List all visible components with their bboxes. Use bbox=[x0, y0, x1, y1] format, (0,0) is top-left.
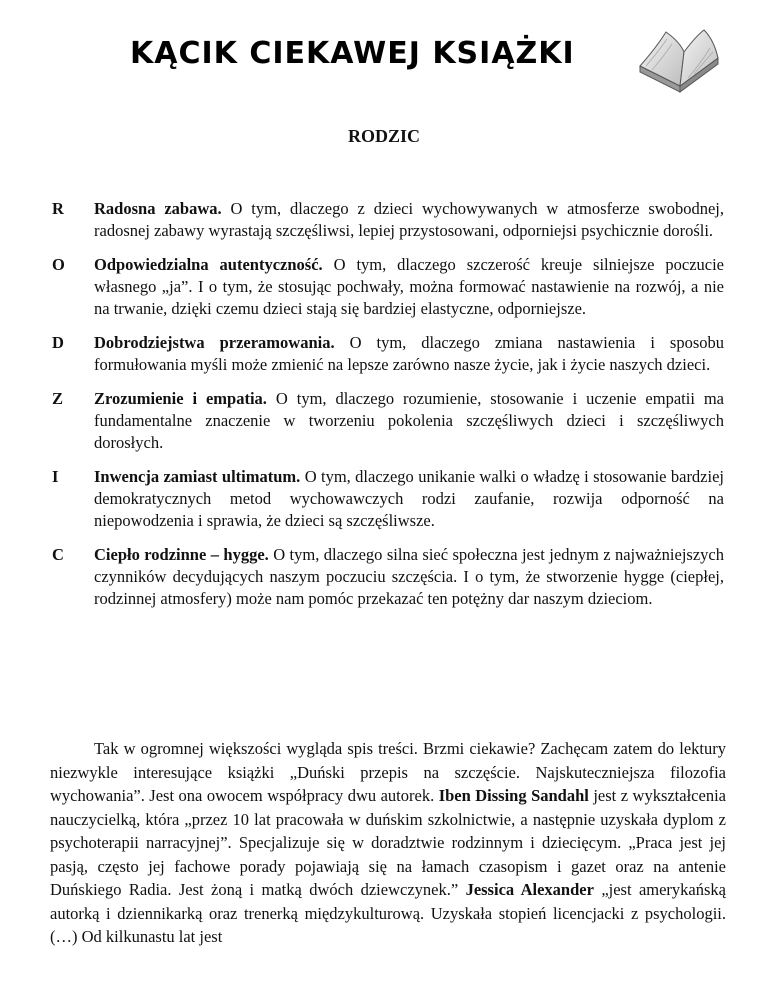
entry-letter: R bbox=[52, 199, 64, 218]
header bbox=[0, 26, 768, 96]
paragraph-text: „jest amerykańską autorką i dziennikarką oraz trenerką międzykulturową. Uzyskała stopień licencjacki z psychologii.(…) Od kilkunastu lat jest bbox=[50, 880, 726, 946]
acrostic-entry-i bbox=[52, 466, 724, 532]
entry-text bbox=[94, 332, 724, 376]
acrostic-entry-c bbox=[52, 544, 724, 610]
entry-text bbox=[94, 544, 724, 610]
acrostic-entry-o bbox=[52, 254, 724, 320]
entry-text bbox=[94, 388, 724, 454]
entry-description: O tym, dlaczego z dzieci wychowywanych w atmosferze swobodnej, radosnej zabawy wyrastają szczęśliwsi, lepiej przystosowani, odporniejsi psychicznie dorośli. bbox=[94, 199, 724, 240]
entry-letter: O bbox=[52, 255, 65, 274]
entry-letter: C bbox=[52, 545, 64, 564]
entry-title: Zrozumienie i empatia. bbox=[94, 389, 267, 408]
entry-text bbox=[94, 466, 724, 532]
acrostic-list bbox=[52, 198, 724, 622]
entry-description: O tym, dlaczego silna sieć społeczna jest jednym z najważniejszych czynników decydujących naszym poczuciu szczęścia. I o tym, że stworzenie hygge (ciepłej, rodzinnej atmosfery) może nam pomóc przekazać ten potężny dar naszym dzieciom. bbox=[94, 545, 724, 608]
author-name: Iben Dissing Sandahl bbox=[438, 786, 589, 805]
entry-title: Ciepło rodzinne – hygge. bbox=[94, 545, 269, 564]
paragraph-text: jest z wykształcenia nauczycielką, która „przez 10 lat pracowała w duńskim szkolnictwie, a następnie uzyskała dyplom z psychoterapii narracyjnej”. Specjalizuje się w doradztwie rodzinnym i dziecięcym. „Praca jest jej pasją, często jej fachowe porady pojawiają się na łamach czasopism i gazet oraz na antenie Duńskiego Radia. Jest żoną i matką dwóch dziewczynek.” bbox=[50, 786, 726, 899]
entry-title: Radosna zabawa. bbox=[94, 199, 222, 218]
entry-letter: D bbox=[52, 333, 64, 352]
entry-description: O tym, dlaczego szczerość kreuje silniejsze poczucie własnego „ja”. I o tym, że stosując pochwały, można formować nastawienie na rozwój, a nie na trwanie, dzięki czemu dzieci stają się bardziej elastyczne, odporniejsze. bbox=[94, 255, 725, 318]
page-title: KĄCIK CIEKAWEJ KSIĄŻKI bbox=[130, 36, 575, 71]
acrostic-entry-d bbox=[52, 332, 724, 376]
open-book-icon bbox=[636, 26, 722, 94]
section-title: RODZIC bbox=[347, 126, 420, 146]
entry-description: O tym, dlaczego zmiana nastawienia i sposobu formułowania myśli może zmienić na lepsze zarówno nasze życie, jak i życie naszych dzieci. bbox=[94, 333, 724, 374]
paragraph-text: Tak w ogromnej większości wygląda spis treści. Brzmi ciekawie? Zachęcam zatem do lektury niezwykle interesujące książki „Duński przepis na szczęście. Najskuteczniejsza filozofia wychowania”. Jest ona owocem współpracy dwu autorek. bbox=[50, 739, 726, 805]
acrostic-entry-z bbox=[52, 388, 724, 454]
entry-letter: I bbox=[52, 467, 59, 486]
acrostic-entry-r bbox=[52, 198, 724, 242]
entry-title: Inwencja zamiast ultimatum. bbox=[94, 467, 301, 486]
entry-description: O tym, dlaczego unikanie walki o władzę i stosowanie bardziej demokratycznych metod wychowawczych rodzi zaufanie, rozwija odporność na niepowodzenia i sprawia, że dzieci są szczęśliwsze. bbox=[94, 467, 725, 530]
author-name: Jessica Alexander bbox=[465, 880, 594, 899]
entry-letter: Z bbox=[52, 389, 64, 408]
entry-title: Dobrodziejstwa przeramowania. bbox=[94, 333, 335, 352]
entry-text bbox=[94, 198, 724, 242]
entry-text bbox=[94, 254, 724, 320]
body-paragraph bbox=[50, 737, 726, 949]
entry-title: Odpowiedzialna autentyczność. bbox=[94, 255, 323, 274]
entry-description: O tym, dlaczego rozumienie, stosowanie i uczenie empatii ma fundamentalne znaczenie w tworzeniu pokolenia szczęśliwych dzieci i szczęśliwych dorosłych. bbox=[94, 389, 724, 452]
